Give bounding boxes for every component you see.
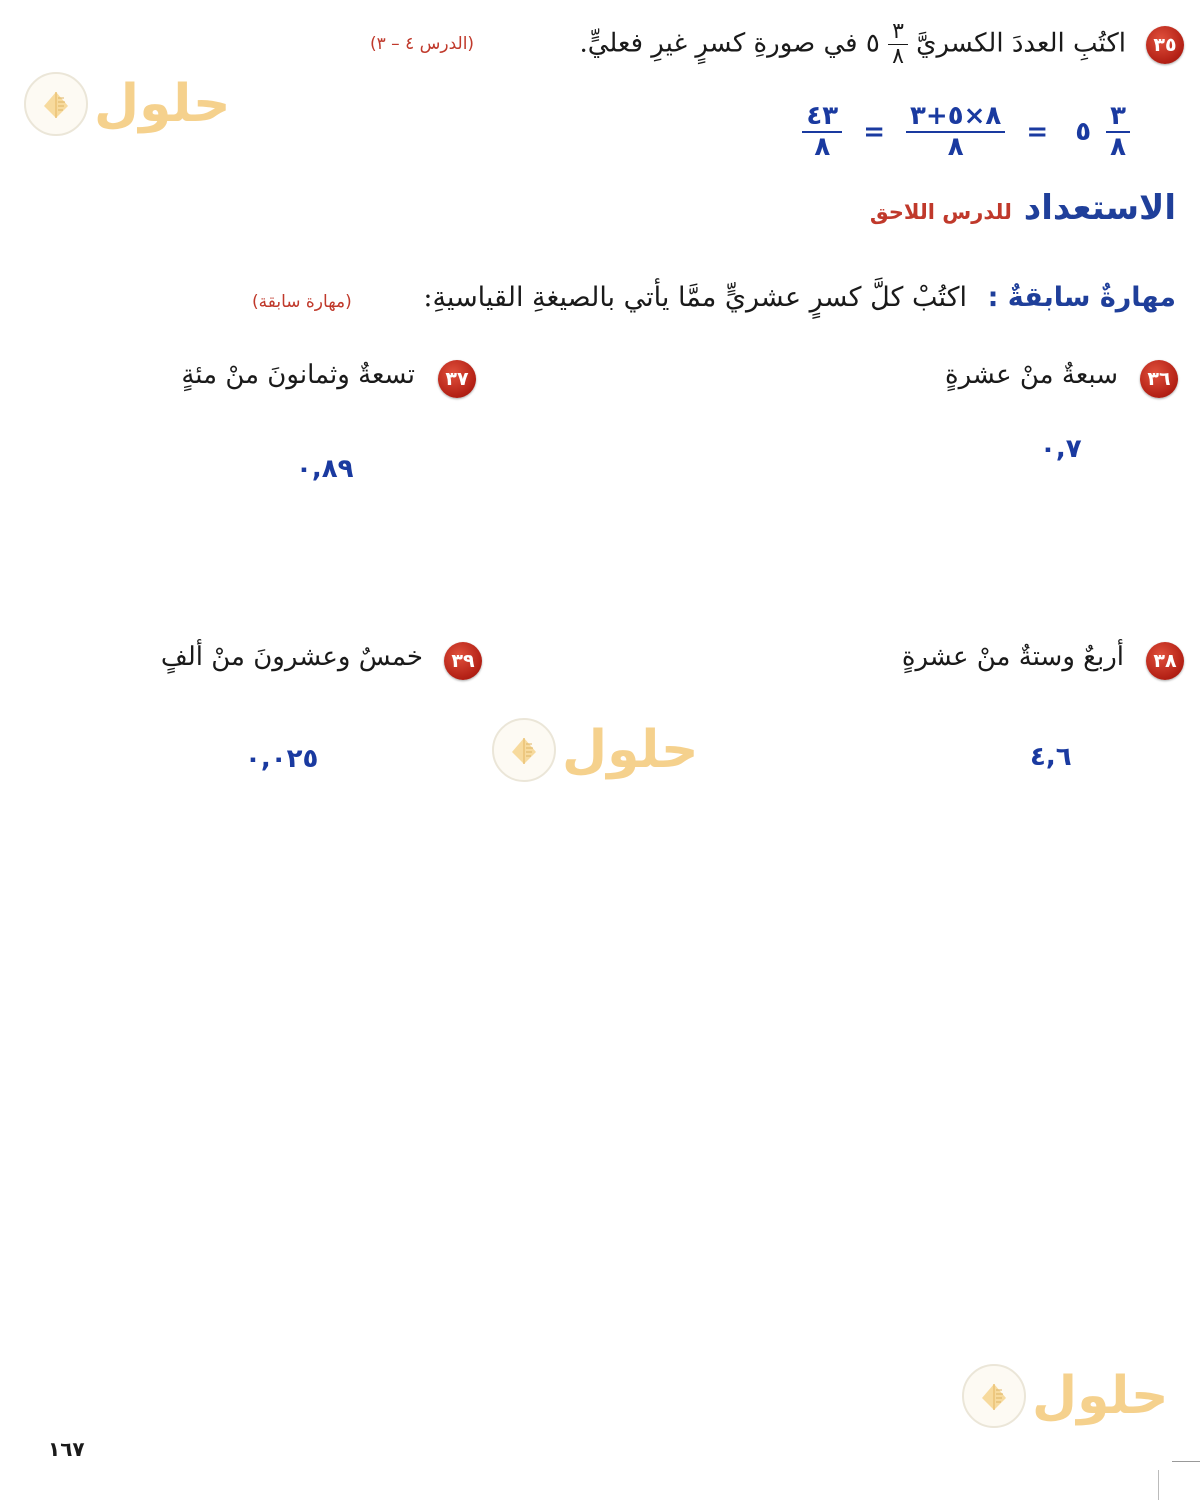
question-37-text: تسعةٌ وثمانونَ منْ مئةٍ (181, 360, 415, 390)
skill-label: مهارةٌ سابقةٌ : (987, 282, 1176, 313)
question-39-text: خمسٌ وعشرونَ منْ ألفٍ (160, 642, 423, 672)
q35-answer-equation (802, 102, 1130, 161)
q35-lesson-ref: (الدرس ٤ – ٣) (370, 34, 475, 54)
readiness-heading (870, 188, 1176, 228)
question-38-text: أربعٌ وستةٌ منْ عشرةٍ (901, 642, 1124, 672)
watermark-book-icon (24, 72, 88, 136)
readiness-subtitle: للدرس اللاحق (869, 200, 1012, 224)
question-38-answer: ٤,٦ (1030, 742, 1072, 772)
q35-text-after: في صورةِ كسرٍ غيرِ فعليٍّ. (579, 28, 858, 59)
question-number-badge: ٣٨ (1146, 642, 1184, 680)
question-35-text (580, 20, 1127, 69)
question-number-badge: ٣٥ (1146, 26, 1184, 64)
watermark-text: حلول (1032, 1366, 1169, 1426)
question-number-badge: ٣٩ (444, 642, 482, 680)
q35-text-before: اكتُبِ العددَ الكسريَّ (916, 28, 1126, 59)
page-corner-mark (1158, 1470, 1159, 1500)
question-number-badge: ٣٦ (1140, 360, 1178, 398)
question-39-answer: ٠,٠٢٥ (245, 744, 319, 774)
skill-ref: (مهارة سابقة) (252, 292, 352, 312)
q35-mixed-number: $\frac{٣}{٨}$ (888, 20, 908, 69)
page-number: ١٦٧ (48, 1437, 85, 1461)
skill-instruction-line (423, 282, 1176, 313)
answer-frac-3: $\frac{٤٣}{٨}$ (802, 102, 842, 161)
watermark-book-icon (962, 1364, 1026, 1428)
watermark-book-icon (492, 718, 556, 782)
watermark-text: حلول (562, 720, 699, 780)
q35-mixed-whole: ٥ (865, 28, 880, 59)
watermark-logo (492, 718, 698, 782)
question-36-answer: ٠,٧ (1040, 434, 1082, 464)
question-37-answer: ٠,٨٩ (296, 454, 354, 484)
skill-instruction: اكتُبْ كلَّ كسرٍ عشريٍّ ممَّا يأتي بالصيغةِ القياسيةِ: (423, 282, 967, 313)
question-number-badge: ٣٧ (438, 360, 476, 398)
page-corner-mark (1172, 1461, 1200, 1462)
readiness-title: الاستعداد (1023, 188, 1176, 228)
equals-sign: = (863, 116, 885, 147)
answer-frac-2: $\frac{٨\times ٥+٣}{٨}$ (906, 102, 1005, 161)
watermark-logo (24, 72, 230, 136)
question-36-text: سبعةٌ منْ عشرةٍ (944, 360, 1118, 390)
equals-sign: = (1026, 116, 1049, 147)
answer-whole: ٥ (1075, 116, 1092, 147)
watermark-logo (962, 1364, 1168, 1428)
watermark-text: حلول (94, 74, 231, 134)
answer-frac-1: $\frac{٣}{٨}$ (1106, 102, 1130, 161)
